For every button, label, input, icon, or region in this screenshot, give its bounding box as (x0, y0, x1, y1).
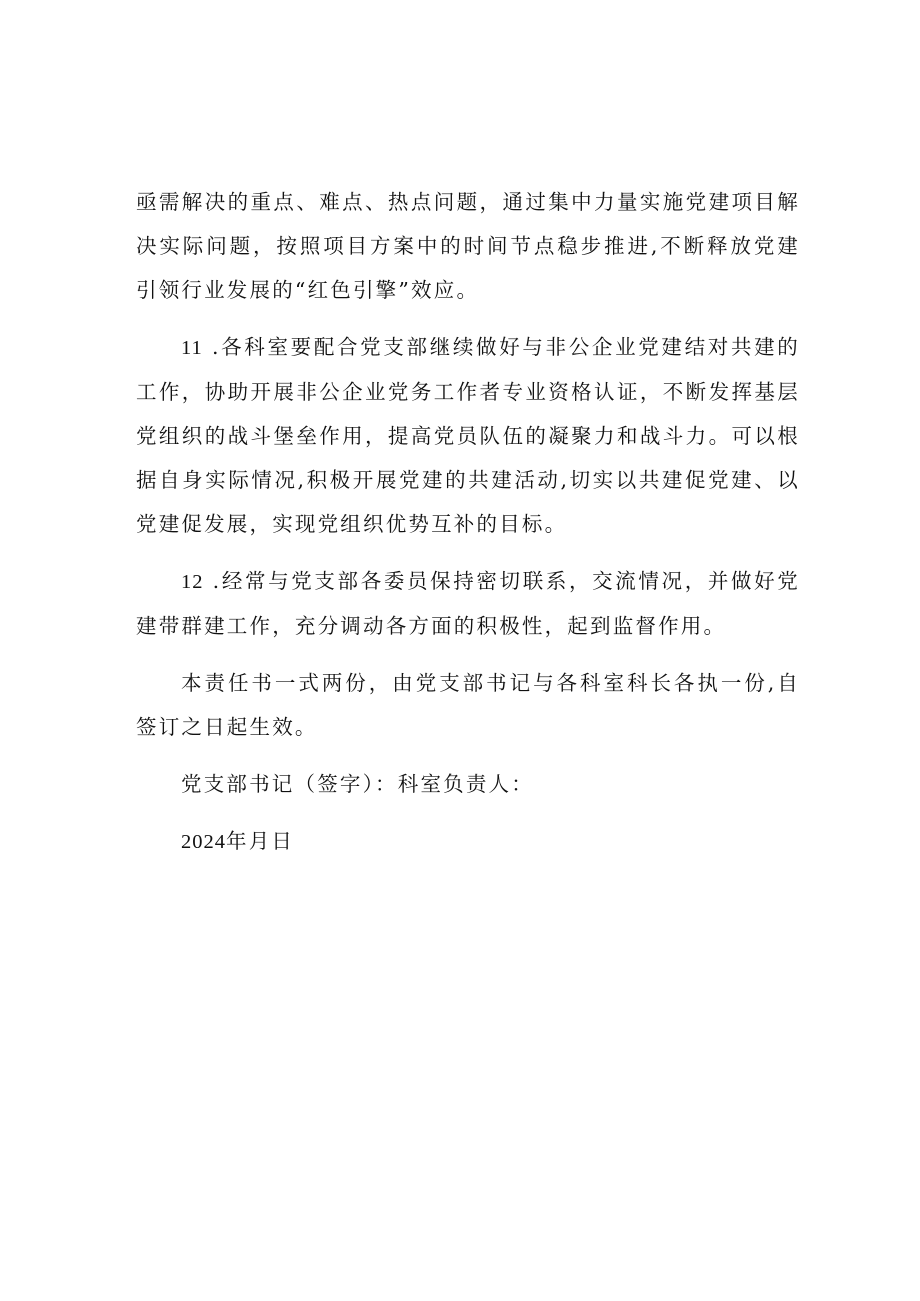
paragraph-copies-note: 本责任书一式两份，由党支部书记与各科室科长各执一份,自签订之日起生效。 (136, 671, 800, 739)
date-rest: 年月日 (226, 829, 295, 853)
paragraph-item-11 (136, 325, 800, 546)
item-text-12: .经常与党支部各委员保持密切联系，交流情况，并做好党建带群建工作，充分调动各方面的积极性，起到监督作用。 (136, 569, 800, 638)
signature-line: 党支部书记（签字）：科室负责人： (181, 772, 534, 796)
item-number-12: 12 (181, 571, 204, 593)
paragraph-item-12 (136, 559, 800, 648)
paragraph-continuation: 亟需解决的重点、难点、热点问题，通过集中力量实施党建项目解决实际问题，按照项目方案中的时间节点稳步推进,不断释放党建引领行业发展的“红色引擎”效应。 (136, 190, 800, 302)
document-page (136, 180, 800, 877)
date-year: 2024 (181, 831, 226, 853)
item-number-11: 11 (181, 337, 203, 359)
date-line (136, 819, 800, 864)
item-text-11: .各科室要配合党支部继续做好与非公企业党建结对共建的工作，协助开展非公企业党务工作者专业资格认证，不断发挥基层党组织的战斗堡垒作用，提高党员队伍的凝聚力和战斗力。可以根据自身实际情况,积极开展党建的共建活动,切实以共建促党建、以党建促发展，实现党组织优势互补的目标。 (136, 335, 800, 536)
